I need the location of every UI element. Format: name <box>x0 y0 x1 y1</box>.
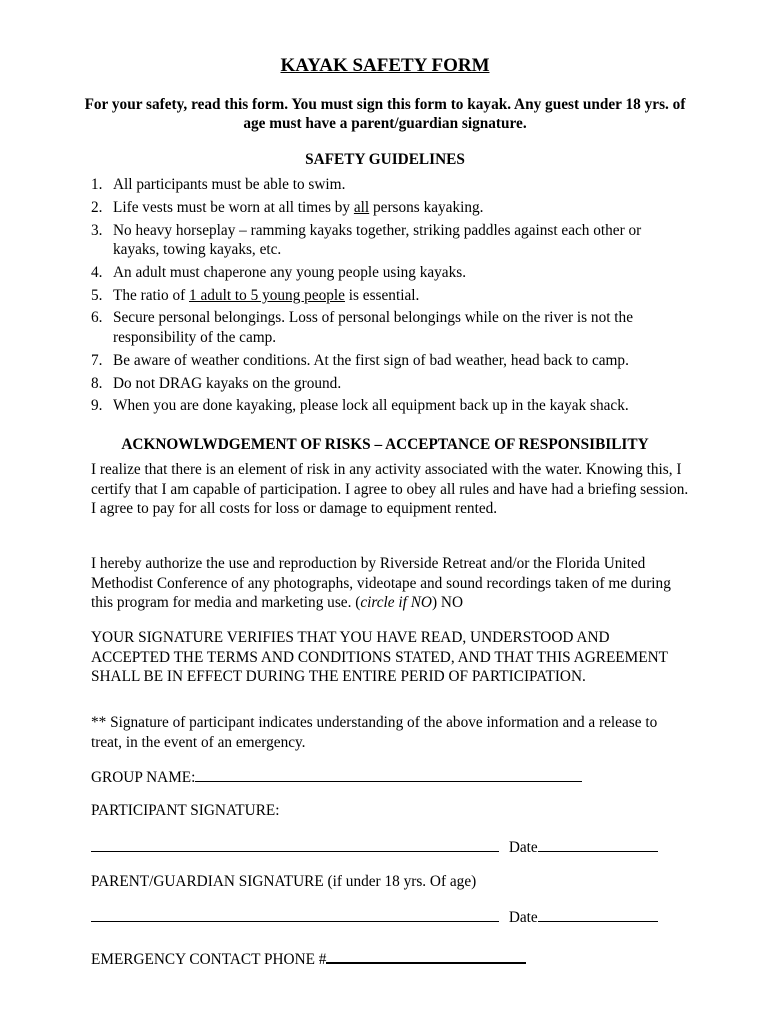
participant-date-line[interactable] <box>538 837 658 852</box>
intro-text: For your safety, read this form. You must sign this form to kayak. Any guest under 18 yrs. of age must have a parent/guardian signature. <box>84 96 686 132</box>
group-name-label: GROUP NAME: <box>91 769 196 786</box>
participant-signature-line[interactable] <box>91 837 499 852</box>
guideline-text: Secure personal belongings. Loss of personal belongings while on the river is not the responsibility of the camp. <box>113 309 633 346</box>
guideline-text: is essential. <box>344 286 420 304</box>
guideline-item <box>91 374 691 394</box>
guideline-number: 5. <box>91 286 103 304</box>
emergency-contact-field <box>91 948 526 969</box>
guideline-underlined-text: 1 adult to 5 young people <box>189 286 345 304</box>
guideline-text: persons kayaking. <box>369 198 484 216</box>
guidelines-list <box>91 175 691 419</box>
guideline-text: The ratio of <box>113 286 190 304</box>
guideline-number: 3. <box>91 221 103 239</box>
guideline-text: When you are done kayaking, please lock all equipment back up in the kayak shack. <box>113 397 629 415</box>
media-consent-paragraph <box>91 554 691 613</box>
guideline-text: All participants must be able to swim. <box>113 176 346 193</box>
media-consent-no-option[interactable]: ) NO <box>431 594 463 611</box>
signature-verification-paragraph: YOUR SIGNATURE VERIFIES THAT YOU HAVE READ, UNDERSTOOD AND ACCEPTED THE TERMS AND CONDITIONS STATED, AND THAT THIS AGREEMENT SHALL BE IN EFFECT DURING THE ENTIRE PERID OF PARTICIPATION. <box>91 629 668 685</box>
guideline-item <box>91 263 691 283</box>
media-consent-text: I hereby authorize the use and reproduction by Riverside Retreat and/or the Florida United Methodist Conference of any photographs, videotape and sound recordings taken of me during this program for media and marketing use. ( <box>91 555 671 611</box>
emergency-phone-input-line[interactable] <box>326 948 526 964</box>
form-title: KAYAK SAFETY FORM <box>280 55 490 76</box>
safety-guidelines-heading: SAFETY GUIDELINES <box>305 151 465 168</box>
participant-signature-row <box>91 837 658 857</box>
emergency-phone-label: EMERGENCY CONTACT PHONE # <box>91 951 327 968</box>
guideline-number: 9. <box>91 397 103 415</box>
release-paragraph: ** Signature of participant indicates understanding of the above information and a release to treat, in the event of an emergency. <box>91 714 658 751</box>
group-name-input-line[interactable] <box>195 767 582 782</box>
parent-signature-row <box>91 907 658 927</box>
guideline-text: An adult must chaperone any young people using kayaks. <box>113 263 467 281</box>
guideline-text: Life vests must be worn at all times by <box>113 198 354 216</box>
guideline-number: 6. <box>91 309 103 327</box>
guideline-number: 8. <box>91 374 103 392</box>
guideline-item <box>91 175 691 195</box>
guideline-text: Be aware of weather conditions. At the first sign of bad weather, head back to camp. <box>113 351 629 369</box>
guideline-text: Do not DRAG kayaks on the ground. <box>113 374 342 392</box>
risk-paragraph: I realize that there is an element of risk in any activity associated with the water. Knowing this, I certify that I am capable of participation. I agree to obey all rules and have had a briefing session. I agree to pay for all costs for loss or damage to equipment rented. <box>91 461 689 517</box>
guideline-number: 2. <box>91 198 103 216</box>
guideline-number: 4. <box>91 263 103 281</box>
group-name-field <box>91 767 582 787</box>
acknowledgement-heading: ACKNOWLWDGEMENT OF RISKS – ACCEPTANCE OF RESPONSIBILITY <box>121 436 649 453</box>
media-consent-instruction: circle if NO <box>360 594 432 611</box>
guideline-item <box>91 198 691 218</box>
guideline-item <box>91 351 691 371</box>
participant-date-label: Date <box>508 839 538 856</box>
parent-date-line[interactable] <box>538 907 658 922</box>
guideline-item <box>91 221 691 260</box>
guideline-item <box>91 286 691 306</box>
guideline-item <box>91 308 691 347</box>
guideline-item <box>91 396 691 416</box>
participant-signature-label: PARTICIPANT SIGNATURE: <box>91 802 280 819</box>
parent-signature-label: PARENT/GUARDIAN SIGNATURE (if under 18 yrs. Of age) <box>91 873 477 890</box>
parent-signature-line[interactable] <box>91 907 499 922</box>
guideline-number: 1. <box>91 176 103 193</box>
parent-date-label: Date <box>508 909 538 926</box>
guideline-text: No heavy horseplay – ramming kayaks together, striking paddles against each other or kayaks, towing kayaks, etc. <box>113 221 642 259</box>
guideline-number: 7. <box>91 351 103 369</box>
guideline-underlined-text: all <box>353 198 370 216</box>
